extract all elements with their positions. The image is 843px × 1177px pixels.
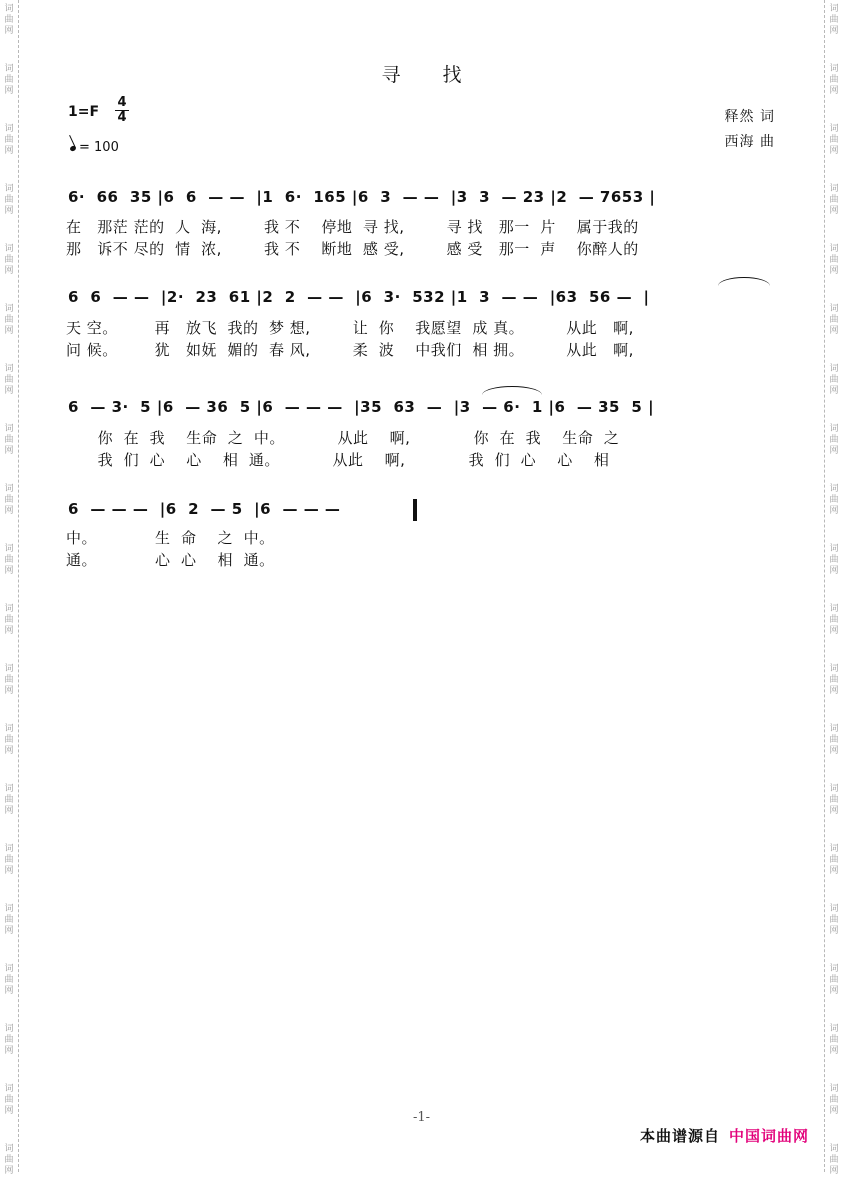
watermark-text: 词 曲 网	[829, 424, 839, 456]
lyric-line-3-verse-1: 你 在 我 生命 之 中。 从此 啊, 你 在 我 生命 之	[66, 429, 620, 447]
watermark-text: 词 曲 网	[4, 4, 14, 36]
watermark-text: 词 曲 网	[829, 904, 839, 936]
right-watermark-strip	[824, 0, 843, 1176]
song-title: 寻 找	[381, 64, 480, 86]
watermark-text: 词 曲 网	[829, 64, 839, 96]
watermark-text: 词 曲 网	[829, 244, 839, 276]
lyric-line-1-verse-1: 在 那茫 茫的 人 海, 我 不 停地 寻 找, 寻 找 那一 片 属于我的	[66, 218, 639, 236]
watermark-text: 词 曲 网	[4, 64, 14, 96]
watermark-text: 词 曲 网	[4, 184, 14, 216]
lyric-line-4-verse-1: 中。 生 命 之 中。	[66, 529, 275, 547]
watermark-text: 词 曲 网	[4, 904, 14, 936]
watermark-text: 词 曲 网	[4, 724, 14, 756]
watermark-text: 词 曲 网	[829, 1024, 839, 1056]
tempo-value: = 100	[79, 140, 119, 155]
left-watermark-strip	[0, 0, 19, 1176]
page-number: -1-	[412, 1110, 431, 1125]
watermark-text: 词 曲 网	[829, 604, 839, 636]
score-line-3: 6 — 3· 5 |6 — 36 5 |6 — — — |35 63 — |3 — 6· 1 |6 — 35 5 |	[68, 398, 655, 416]
watermark-text: 词 曲 网	[829, 784, 839, 816]
watermark-text: 词 曲 网	[829, 184, 839, 216]
watermark-text: 词 曲 网	[829, 664, 839, 696]
watermark-text: 词 曲 网	[4, 124, 14, 156]
watermark-text: 词 曲 网	[4, 844, 14, 876]
watermark-text: 词 曲 网	[829, 1084, 839, 1116]
tempo-marking	[70, 140, 119, 155]
watermark-text: 词 曲 网	[4, 784, 14, 816]
watermark-text: 词 曲 网	[4, 604, 14, 636]
source-label: 本曲谱源自	[639, 1127, 720, 1145]
watermark-text: 词 曲 网	[4, 364, 14, 396]
watermark-text: 词 曲 网	[4, 964, 14, 996]
lyric-line-1-verse-2: 那 诉不 尽的 情 浓, 我 不 断地 感 受, 感 受 那一 声 你醉人的	[66, 240, 639, 258]
watermark-text: 词 曲 网	[829, 844, 839, 876]
final-barline	[413, 499, 417, 521]
watermark-text: 词 曲 网	[4, 1024, 14, 1056]
lyricist-credit: 释然 词	[724, 109, 775, 125]
quarter-note-icon	[69, 145, 77, 152]
watermark-text: 词 曲 网	[829, 544, 839, 576]
lyric-line-4-verse-2: 通。 心 心 相 通。	[66, 551, 275, 569]
watermark-text: 词 曲 网	[829, 304, 839, 336]
watermark-text: 词 曲 网	[829, 124, 839, 156]
score-line-1: 6· 66 35 |6 6 — — |1 6· 165 |6 3 — — |3 3 — 23 |2 — 7653 |	[68, 188, 656, 206]
watermark-text: 词 曲 网	[4, 664, 14, 696]
score-line-2: 6 6 — — |2· 23 61 |2 2 — — |6 3· 532 |1 3 — — |63 56 — |	[68, 288, 650, 306]
watermark-text: 词 曲 网	[829, 484, 839, 516]
watermark-text: 词 曲 网	[4, 484, 14, 516]
watermark-text: 词 曲 网	[4, 304, 14, 336]
lyric-line-2-verse-1: 天 空。 再 放飞 我的 梦 想, 让 你 我愿望 成 真。 从此 啊,	[66, 319, 634, 337]
lyric-line-2-verse-2: 问 候。 犹 如妩 媚的 春 风, 柔 波 中我们 相 拥。 从此 啊,	[66, 341, 634, 359]
slur-mark	[482, 386, 542, 395]
time-signature-top: 4	[117, 95, 127, 110]
watermark-text: 词 曲 网	[4, 424, 14, 456]
watermark-text: 词 曲 网	[829, 4, 839, 36]
watermark-text: 词 曲 网	[829, 724, 839, 756]
watermark-text: 词 曲 网	[4, 544, 14, 576]
site-name-link[interactable]: 中国词曲网	[728, 1127, 809, 1145]
composer-credit: 西海 曲	[724, 134, 775, 150]
watermark-text: 词 曲 网	[829, 964, 839, 996]
slur-mark	[718, 277, 770, 286]
watermark-text: 词 曲 网	[4, 1084, 14, 1116]
time-signature	[115, 96, 129, 125]
watermark-text: 词 曲 网	[829, 1144, 839, 1176]
score-line-4: 6 — — — |6 2 — 5 |6 — — —	[68, 500, 352, 518]
time-signature-bottom: 4	[117, 110, 127, 125]
key-signature: 1=F	[68, 104, 100, 120]
lyric-line-3-verse-2: 我 们 心 心 相 通。 从此 啊, 我 们 心 心 相	[66, 451, 610, 469]
watermark-text: 词 曲 网	[829, 364, 839, 396]
watermark-text: 词 曲 网	[4, 1144, 14, 1176]
watermark-text: 词 曲 网	[4, 244, 14, 276]
